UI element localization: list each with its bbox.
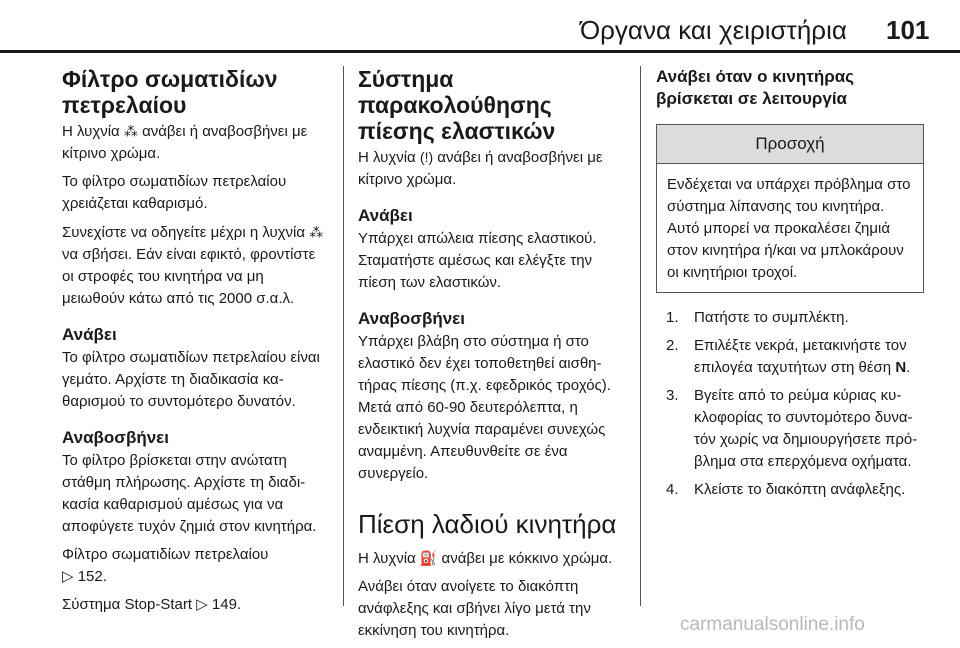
page-ref: 149.	[211, 596, 242, 613]
step-text: Πατήστε το συμπλέκτη.	[694, 309, 849, 326]
column-engine-running	[656, 66, 924, 507]
watermark: carmanualsonline.info	[680, 614, 865, 635]
subheading-on: Ανάβει	[358, 206, 413, 225]
cross-reference	[62, 594, 330, 616]
steps-list	[656, 307, 924, 501]
text: Φίλτρο σωματιδίων πετρελαίου	[62, 546, 269, 563]
page-header-title: Όργανα και χειριστήρια	[580, 15, 847, 45]
caution-title: Προσοχή	[657, 125, 923, 164]
list-item	[656, 335, 924, 379]
text: Η λυχνία	[62, 123, 120, 140]
section-heading-engine-running: Ανάβει όταν ο κινητήρας βρίσκεται σε λειτουργία	[656, 67, 855, 108]
caution-box	[656, 124, 924, 293]
list-item	[656, 385, 924, 473]
page-ref-icon: ▷	[62, 568, 74, 585]
column-divider	[640, 66, 641, 606]
subheading-flashing: Αναβοσβήνει	[358, 309, 465, 328]
step-text	[694, 335, 924, 379]
caution-text: Ενδέχεται να υπάρχει πρόβλημα στο σύστημα λίπανσης του κινητήρα. Αυτό μπορεί να προκαλέσει ζημιά στον κινητήρα ή/και να μπλοκάρουν οι κινητήριοι τροχοί.	[667, 176, 911, 281]
step-number: 2.	[666, 337, 679, 354]
paragraph: Ανάβει όταν ανοίγετε το διακόπτη ανάφλεξης και σβήνει λίγο μετά την εκκίνηση του κινητήρα.	[358, 578, 591, 639]
gear-neutral: N	[895, 359, 907, 376]
step-number: 3.	[666, 387, 679, 404]
list-item	[656, 307, 924, 329]
step-number: 1.	[666, 309, 679, 326]
paragraph: Το φίλτρο βρίσκεται στην ανώτατη στάθμη πλήρωσης. Αρχίστε τη διαδικασία καθαρισμού αμέσως για να αποφύγετε τυχόν ζημιά στον κινητήρα.	[62, 452, 317, 535]
column-dpf	[62, 66, 330, 622]
page-ref-icon: ▷	[196, 596, 208, 613]
text: .	[906, 359, 911, 376]
section-heading-dpf: Φίλτρο σωματιδίων πετρελαίου	[62, 66, 278, 118]
text: Η λυχνία	[358, 149, 416, 166]
paragraph	[358, 146, 626, 191]
text: Συνεχίστε να οδηγείτε μέχρι η λυχνία	[62, 224, 306, 241]
step-number: 4.	[666, 481, 679, 498]
step-text: Βγείτε από το ρεύμα κύριας κυκλοφορίας το συντομότερο δυνατόν χωρίς να δημιουργήσετε πρόβλημα στα επερχόμενα οχήματα.	[694, 387, 918, 470]
dpf-warning-icon: ⁂	[309, 224, 324, 240]
section-heading-tpms: Σύστημα παρακολούθησης πίεσης ελαστικών	[358, 66, 556, 144]
text: ανάβει ή αναβοσβήνει με κίτρινο χρώμα.	[358, 149, 603, 188]
paragraph: Το φίλτρο σωματιδίων πετρελαίου χρειάζεται καθαρισμό.	[62, 173, 287, 212]
subheading-on: Ανάβει	[62, 325, 117, 344]
page-number: 101	[886, 15, 930, 45]
page-ref: 152.	[77, 568, 107, 585]
text: Σύστημα Stop-Start	[62, 596, 193, 613]
header-rule	[0, 50, 960, 53]
paragraph: Υπάρχει απώλεια πίεσης ελαστικού. Σταματήστε αμέσως και ελέγξτε την πίεση των ελαστικών.	[358, 230, 597, 291]
subheading-flashing: Αναβοσβήνει	[62, 428, 169, 447]
text: Επιλέξτε νεκρά, μετακινήστε τον επιλογέα ταχυτήτων στη θέση	[694, 337, 907, 376]
paragraph	[358, 547, 626, 570]
text: Η λυχνία	[358, 550, 416, 567]
column-tpms	[358, 66, 626, 648]
text: να σβήσει. Εάν είναι εφικτό, φροντίστε οι στροφές του κινητήρα να μη μειωθούν κάτω από τις 2000 σ.α.λ.	[62, 246, 316, 307]
paragraph: Υπάρχει βλάβη στο σύστημα ή στο ελαστικό δεν έχει τοποθετηθεί αισθητήρας πίεσης (π.χ. εφεδρικός τροχός). Μετά από 60-90 δευτερόλεπτα, η ενδεικτική λυχνία παραμένει συνεχώς αναμμένη. Απευθυνθείτε σε ένα συνεργείο.	[358, 333, 611, 482]
text: ανάβει ή αναβοσβήνει με κίτρινο χρώμα.	[62, 123, 308, 162]
paragraph	[62, 221, 330, 310]
section-heading-oil-pressure: Πίεση λαδιού κινητήρα	[358, 509, 617, 539]
step-text: Κλείστε το διακόπτη ανάφλεξης.	[694, 481, 906, 498]
oil-can-icon: ⛽	[419, 550, 438, 566]
dpf-warning-icon: ⁂	[123, 123, 138, 139]
cross-reference	[62, 544, 330, 588]
paragraph: Το φίλτρο σωματιδίων πετρελαίου είναι γεμάτο. Αρχίστε τη διαδικασία καθαρισμού το συντομότερο δυνατόν.	[62, 349, 320, 410]
paragraph	[62, 120, 330, 165]
tyre-pressure-icon: (!)	[419, 149, 434, 165]
text: ανάβει με κόκκινο χρώμα.	[441, 550, 613, 567]
column-divider	[343, 66, 344, 606]
list-item	[656, 479, 924, 501]
